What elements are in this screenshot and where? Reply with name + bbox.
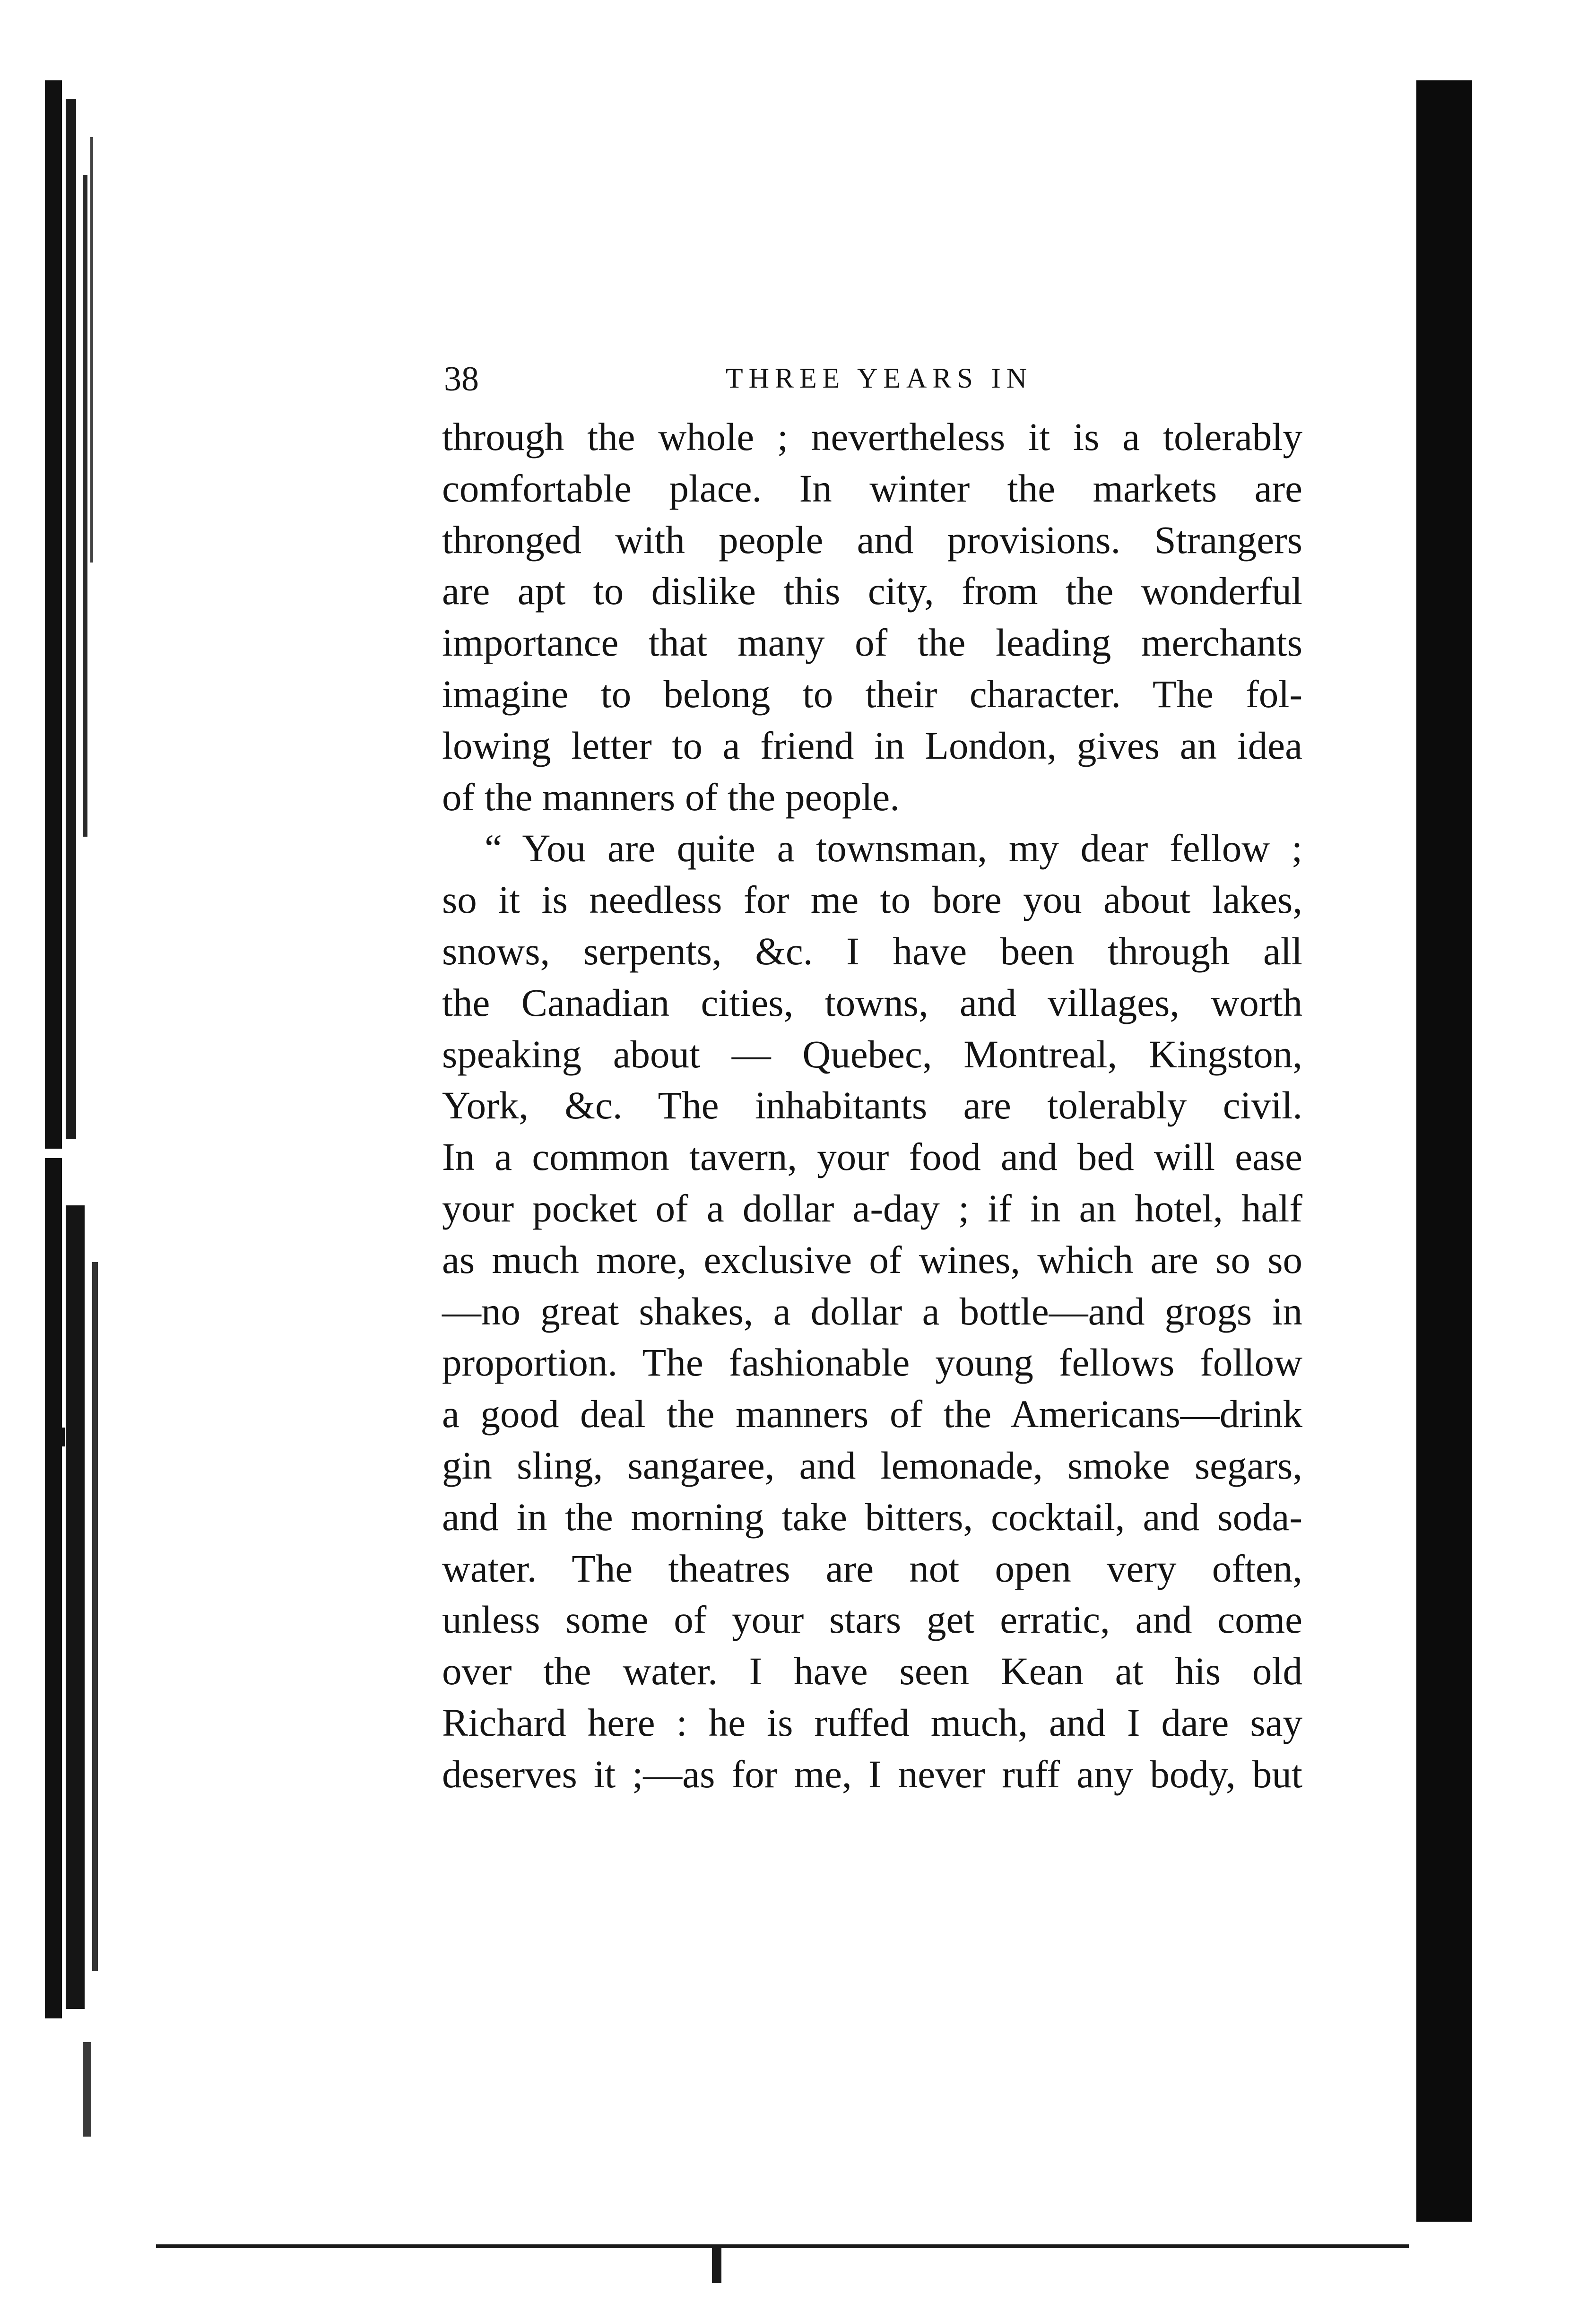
page-bottom-mark bbox=[712, 2244, 721, 2283]
text-line: Richard here : he is ruffed much, and I dare say bbox=[442, 1700, 1302, 1744]
text-line: so it is needless for me to bore you about lakes, bbox=[442, 878, 1302, 922]
text-line: of the manners of the people. bbox=[442, 775, 900, 819]
text-line: unless some of your stars get erratic, and come bbox=[442, 1598, 1302, 1642]
text-line: the Canadian cities, towns, and villages, worth bbox=[442, 980, 1302, 1024]
text-line: proportion. The fashionable young fellows follow bbox=[442, 1341, 1302, 1385]
page-number: 38 bbox=[444, 360, 479, 398]
text-line: thronged with people and provisions. Strangers bbox=[442, 518, 1302, 562]
text-line: “ You are quite a townsman, my dear fellow ; bbox=[485, 826, 1302, 870]
text-line: and in the morning take bitters, cocktail, and soda- bbox=[442, 1495, 1302, 1539]
page-bottom-rule bbox=[156, 2244, 1409, 2248]
text-line: are apt to dislike this city, from the wonderful bbox=[442, 569, 1302, 613]
text-line: a good deal the manners of the Americans—drink bbox=[442, 1392, 1302, 1436]
book-page bbox=[442, 359, 1302, 1800]
text-line: deserves it ;—as for me, I never ruff any body, but bbox=[442, 1752, 1302, 1796]
text-line: as much more, exclusive of wines, which are so so bbox=[442, 1238, 1302, 1281]
text-line: speaking about — Quebec, Montreal, Kingston, bbox=[442, 1032, 1302, 1076]
scan-edge-right bbox=[1416, 80, 1472, 2222]
body-text bbox=[442, 411, 1302, 1800]
text-line: gin sling, sangaree, and lemonade, smoke segars, bbox=[442, 1443, 1302, 1487]
running-head bbox=[442, 359, 1302, 411]
text-line: imagine to belong to their character. The fol- bbox=[442, 672, 1302, 716]
text-line: importance that many of the leading merchants bbox=[442, 621, 1302, 665]
text-line: lowing letter to a friend in London, gives an idea bbox=[442, 723, 1302, 767]
text-line: York, &c. The inhabitants are tolerably civil. bbox=[442, 1083, 1302, 1127]
text-line: through the whole ; nevertheless it is a tolerably bbox=[442, 415, 1302, 459]
text-line: —no great shakes, a dollar a bottle—and grogs in bbox=[442, 1289, 1302, 1333]
text-line: In a common tavern, your food and bed will ease bbox=[442, 1135, 1302, 1179]
text-line: water. The theatres are not open very often, bbox=[442, 1546, 1302, 1590]
running-title: THREE YEARS IN bbox=[726, 363, 1033, 394]
scan-edge-left bbox=[45, 80, 128, 2231]
text-line: snows, serpents, &c. I have been through all bbox=[442, 929, 1302, 973]
text-line: comfortable place. In winter the markets are bbox=[442, 466, 1302, 510]
text-line: over the water. I have seen Kean at his old bbox=[442, 1649, 1302, 1693]
text-line: your pocket of a dollar a-day ; if in an hotel, half bbox=[442, 1186, 1302, 1230]
